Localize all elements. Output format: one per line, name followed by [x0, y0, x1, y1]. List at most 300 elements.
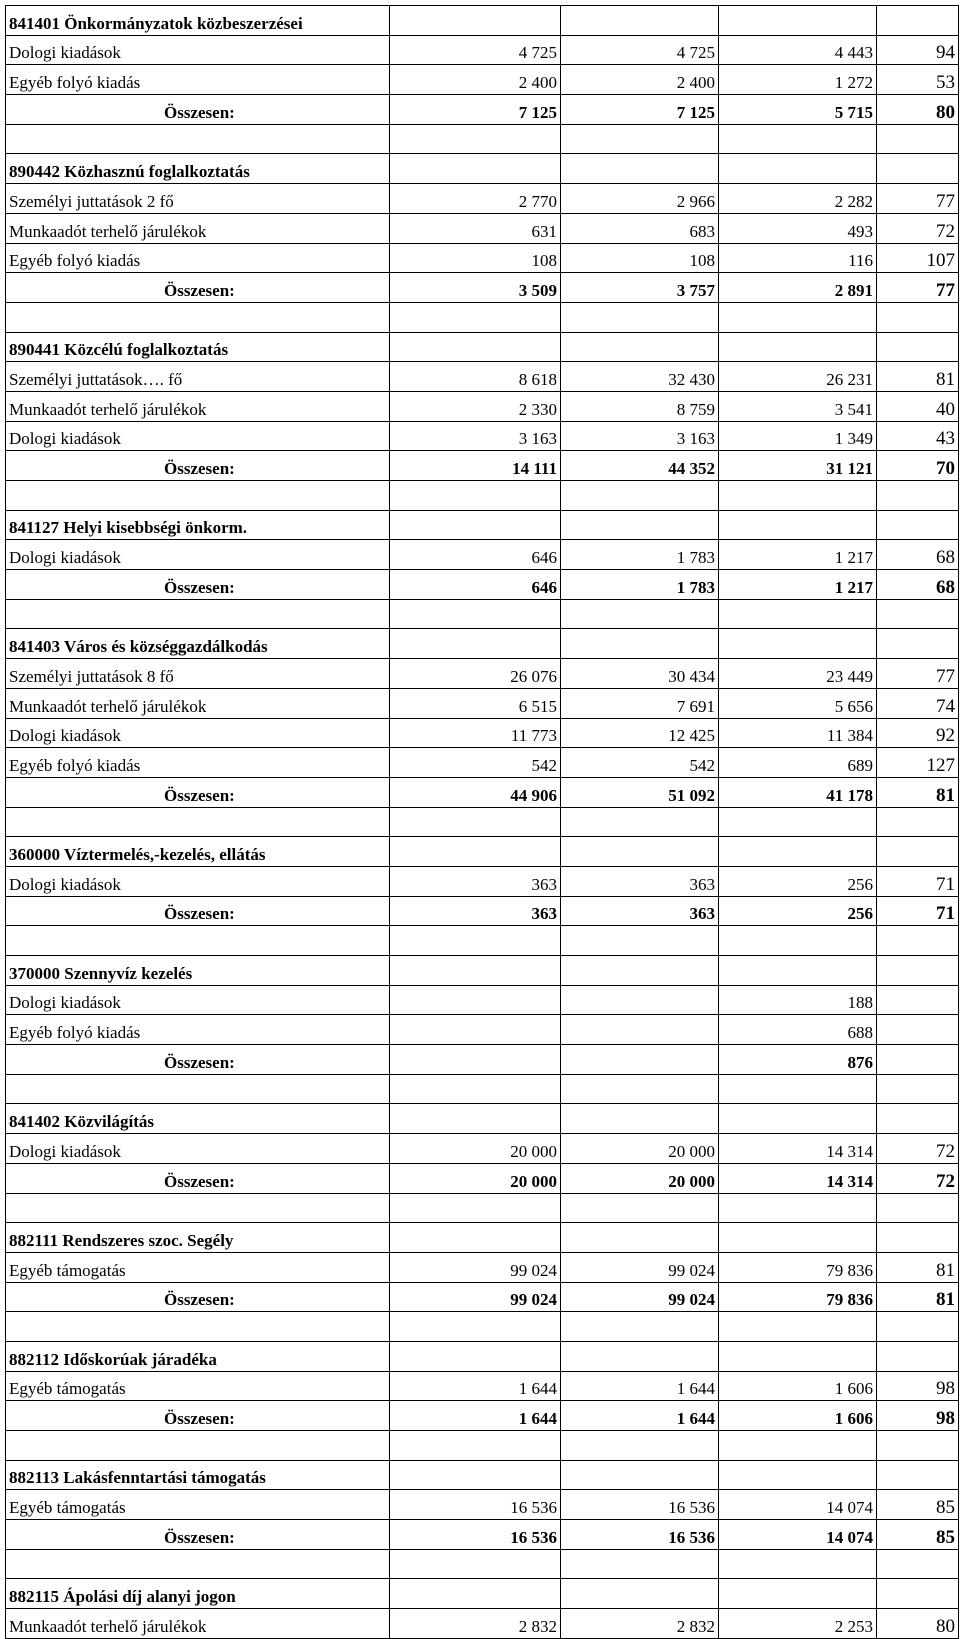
- actual-cell: [719, 1431, 877, 1461]
- actual-cell: 14 314: [719, 1134, 877, 1164]
- completion-percent-cell: [877, 1579, 959, 1609]
- row-label: Összesen:: [6, 1045, 390, 1075]
- table-row: [6, 540, 959, 570]
- table-row: [6, 659, 959, 689]
- completion-percent-cell: 98: [877, 1371, 959, 1401]
- modified-appropriation-cell: 7 691: [561, 688, 719, 718]
- row-label: Személyi juttatások…. fő: [6, 362, 390, 392]
- spacer-row: [6, 1549, 959, 1579]
- completion-percent-cell: [877, 629, 959, 659]
- modified-appropriation-cell: [561, 1104, 719, 1134]
- actual-cell: [719, 1193, 877, 1223]
- modified-appropriation-cell: [561, 1045, 719, 1075]
- actual-cell: 688: [719, 1015, 877, 1045]
- modified-appropriation-cell: [561, 1015, 719, 1045]
- actual-cell: 689: [719, 748, 877, 778]
- original-appropriation-cell: [390, 985, 561, 1015]
- section-header-row: [6, 1341, 959, 1371]
- completion-percent-cell: [877, 332, 959, 362]
- actual-cell: 14 314: [719, 1163, 877, 1193]
- modified-appropriation-cell: 16 536: [561, 1520, 719, 1550]
- modified-appropriation-cell: 12 425: [561, 718, 719, 748]
- spacer-row: [6, 1193, 959, 1223]
- original-appropriation-cell: [390, 629, 561, 659]
- section-header-row: [6, 154, 959, 184]
- completion-percent-cell: [877, 1431, 959, 1461]
- actual-cell: 41 178: [719, 777, 877, 807]
- original-appropriation-cell: 99 024: [390, 1282, 561, 1312]
- completion-percent-cell: 98: [877, 1401, 959, 1431]
- modified-appropriation-cell: [561, 1193, 719, 1223]
- table-row: [6, 748, 959, 778]
- completion-percent-cell: 68: [877, 540, 959, 570]
- completion-percent-cell: [877, 956, 959, 986]
- budget-table: [5, 5, 959, 1639]
- actual-cell: [719, 510, 877, 540]
- modified-appropriation-cell: 8 759: [561, 391, 719, 421]
- modified-appropriation-cell: [561, 481, 719, 511]
- original-appropriation-cell: 16 536: [390, 1490, 561, 1520]
- row-label: Dologi kiadások: [6, 540, 390, 570]
- section-header-row: [6, 1579, 959, 1609]
- actual-cell: [719, 1223, 877, 1253]
- completion-percent-cell: [877, 154, 959, 184]
- original-appropriation-cell: [390, 6, 561, 36]
- completion-percent-cell: [877, 1223, 959, 1253]
- row-label: 841402 Közvilágítás: [6, 1104, 390, 1134]
- actual-cell: [719, 1312, 877, 1342]
- original-appropriation-cell: 2 400: [390, 65, 561, 95]
- actual-cell: 5 656: [719, 688, 877, 718]
- modified-appropriation-cell: [561, 6, 719, 36]
- actual-cell: 14 074: [719, 1490, 877, 1520]
- completion-percent-cell: 71: [877, 866, 959, 896]
- actual-cell: 11 384: [719, 718, 877, 748]
- completion-percent-cell: 81: [877, 1282, 959, 1312]
- table-row: [6, 65, 959, 95]
- row-label: 841403 Város és községgazdálkodás: [6, 629, 390, 659]
- original-appropriation-cell: [390, 302, 561, 332]
- modified-appropriation-cell: 32 430: [561, 362, 719, 392]
- modified-appropriation-cell: 16 536: [561, 1490, 719, 1520]
- actual-cell: [719, 1341, 877, 1371]
- row-label: [6, 599, 390, 629]
- table-row: [6, 35, 959, 65]
- row-label: Személyi juttatások 8 fő: [6, 659, 390, 689]
- completion-percent-cell: 43: [877, 421, 959, 451]
- original-appropriation-cell: [390, 154, 561, 184]
- modified-appropriation-cell: 30 434: [561, 659, 719, 689]
- row-label: 882112 Időskorúak járadéka: [6, 1341, 390, 1371]
- original-appropriation-cell: [390, 481, 561, 511]
- budget-table-body: [6, 6, 959, 1639]
- table-row: [6, 362, 959, 392]
- original-appropriation-cell: [390, 1549, 561, 1579]
- modified-appropriation-cell: 542: [561, 748, 719, 778]
- completion-percent-cell: 80: [877, 1609, 959, 1639]
- completion-percent-cell: [877, 1045, 959, 1075]
- table-row: [6, 184, 959, 214]
- original-appropriation-cell: [390, 1431, 561, 1461]
- total-row: [6, 95, 959, 125]
- modified-appropriation-cell: [561, 956, 719, 986]
- total-row: [6, 777, 959, 807]
- actual-cell: 1 217: [719, 540, 877, 570]
- completion-percent-cell: 85: [877, 1520, 959, 1550]
- row-label: 841127 Helyi kisebbségi önkorm.: [6, 510, 390, 540]
- modified-appropriation-cell: 1 644: [561, 1401, 719, 1431]
- original-appropriation-cell: [390, 807, 561, 837]
- completion-percent-cell: [877, 985, 959, 1015]
- table-row: [6, 718, 959, 748]
- completion-percent-cell: 81: [877, 362, 959, 392]
- completion-percent-cell: [877, 481, 959, 511]
- original-appropriation-cell: 646: [390, 570, 561, 600]
- actual-cell: [719, 1104, 877, 1134]
- actual-cell: 26 231: [719, 362, 877, 392]
- original-appropriation-cell: [390, 956, 561, 986]
- original-appropriation-cell: [390, 124, 561, 154]
- modified-appropriation-cell: 3 757: [561, 273, 719, 303]
- modified-appropriation-cell: [561, 332, 719, 362]
- actual-cell: [719, 956, 877, 986]
- completion-percent-cell: [877, 837, 959, 867]
- section-header-row: [6, 1460, 959, 1490]
- modified-appropriation-cell: 99 024: [561, 1282, 719, 1312]
- row-label: Dologi kiadások: [6, 985, 390, 1015]
- completion-percent-cell: [877, 1460, 959, 1490]
- row-label: Egyéb folyó kiadás: [6, 65, 390, 95]
- original-appropriation-cell: 11 773: [390, 718, 561, 748]
- row-label: Egyéb támogatás: [6, 1371, 390, 1401]
- actual-cell: 493: [719, 213, 877, 243]
- table-row: [6, 1609, 959, 1639]
- table-row: [6, 391, 959, 421]
- actual-cell: [719, 1579, 877, 1609]
- total-row: [6, 273, 959, 303]
- spacer-row: [6, 1312, 959, 1342]
- modified-appropriation-cell: [561, 926, 719, 956]
- completion-percent-cell: [877, 124, 959, 154]
- original-appropriation-cell: 44 906: [390, 777, 561, 807]
- original-appropriation-cell: 2 832: [390, 1609, 561, 1639]
- original-appropriation-cell: 363: [390, 866, 561, 896]
- modified-appropriation-cell: 1 783: [561, 570, 719, 600]
- modified-appropriation-cell: [561, 1341, 719, 1371]
- row-label: Egyéb folyó kiadás: [6, 748, 390, 778]
- row-label: [6, 807, 390, 837]
- original-appropriation-cell: [390, 1460, 561, 1490]
- actual-cell: [719, 154, 877, 184]
- modified-appropriation-cell: [561, 1579, 719, 1609]
- section-header-row: [6, 6, 959, 36]
- row-label: [6, 1549, 390, 1579]
- actual-cell: [719, 837, 877, 867]
- table-row: [6, 1015, 959, 1045]
- row-label: 882113 Lakásfenntartási támogatás: [6, 1460, 390, 1490]
- original-appropriation-cell: 4 725: [390, 35, 561, 65]
- actual-cell: 1 606: [719, 1401, 877, 1431]
- completion-percent-cell: 70: [877, 451, 959, 481]
- completion-percent-cell: 77: [877, 184, 959, 214]
- row-label: 882115 Ápolási díj alanyi jogon: [6, 1579, 390, 1609]
- original-appropriation-cell: [390, 1045, 561, 1075]
- actual-cell: 2 282: [719, 184, 877, 214]
- actual-cell: [719, 807, 877, 837]
- completion-percent-cell: [877, 1015, 959, 1045]
- row-label: Egyéb támogatás: [6, 1252, 390, 1282]
- row-label: [6, 1312, 390, 1342]
- completion-percent-cell: 72: [877, 1163, 959, 1193]
- completion-percent-cell: 107: [877, 243, 959, 273]
- spacer-row: [6, 481, 959, 511]
- section-header-row: [6, 837, 959, 867]
- actual-cell: [719, 599, 877, 629]
- table-row: [6, 1134, 959, 1164]
- modified-appropriation-cell: 7 125: [561, 95, 719, 125]
- section-header-row: [6, 629, 959, 659]
- actual-cell: 116: [719, 243, 877, 273]
- modified-appropriation-cell: 20 000: [561, 1134, 719, 1164]
- row-label: [6, 124, 390, 154]
- row-label: Dologi kiadások: [6, 421, 390, 451]
- modified-appropriation-cell: 1 783: [561, 540, 719, 570]
- total-row: [6, 1282, 959, 1312]
- original-appropriation-cell: 20 000: [390, 1163, 561, 1193]
- row-label: Összesen:: [6, 896, 390, 926]
- modified-appropriation-cell: [561, 124, 719, 154]
- completion-percent-cell: 127: [877, 748, 959, 778]
- modified-appropriation-cell: 99 024: [561, 1252, 719, 1282]
- total-row: [6, 451, 959, 481]
- completion-percent-cell: [877, 302, 959, 332]
- row-label: Összesen:: [6, 273, 390, 303]
- original-appropriation-cell: [390, 332, 561, 362]
- completion-percent-cell: [877, 1312, 959, 1342]
- row-label: Személyi juttatások 2 fő: [6, 184, 390, 214]
- modified-appropriation-cell: [561, 807, 719, 837]
- total-row: [6, 1163, 959, 1193]
- actual-cell: 79 836: [719, 1252, 877, 1282]
- table-row: [6, 688, 959, 718]
- row-label: Összesen:: [6, 777, 390, 807]
- original-appropriation-cell: [390, 926, 561, 956]
- table-row: [6, 243, 959, 273]
- actual-cell: 2 891: [719, 273, 877, 303]
- row-label: Összesen:: [6, 1520, 390, 1550]
- completion-percent-cell: 40: [877, 391, 959, 421]
- total-row: [6, 896, 959, 926]
- total-row: [6, 1520, 959, 1550]
- modified-appropriation-cell: 2 832: [561, 1609, 719, 1639]
- completion-percent-cell: 94: [877, 35, 959, 65]
- completion-percent-cell: 80: [877, 95, 959, 125]
- actual-cell: 31 121: [719, 451, 877, 481]
- row-label: [6, 1074, 390, 1104]
- actual-cell: 2 253: [719, 1609, 877, 1639]
- total-row: [6, 1045, 959, 1075]
- modified-appropriation-cell: [561, 1074, 719, 1104]
- row-label: Munkaadót terhelő járulékok: [6, 213, 390, 243]
- modified-appropriation-cell: 2 966: [561, 184, 719, 214]
- original-appropriation-cell: [390, 510, 561, 540]
- row-label: Összesen:: [6, 570, 390, 600]
- row-label: [6, 1431, 390, 1461]
- row-label: 841401 Önkormányzatok közbeszerzései: [6, 6, 390, 36]
- table-row: [6, 1490, 959, 1520]
- completion-percent-cell: [877, 1341, 959, 1371]
- modified-appropriation-cell: [561, 629, 719, 659]
- spacer-row: [6, 807, 959, 837]
- row-label: Dologi kiadások: [6, 866, 390, 896]
- actual-cell: 1 606: [719, 1371, 877, 1401]
- completion-percent-cell: 72: [877, 213, 959, 243]
- total-row: [6, 1401, 959, 1431]
- completion-percent-cell: [877, 599, 959, 629]
- actual-cell: 4 443: [719, 35, 877, 65]
- spacer-row: [6, 1431, 959, 1461]
- actual-cell: [719, 332, 877, 362]
- modified-appropriation-cell: [561, 837, 719, 867]
- section-header-row: [6, 1104, 959, 1134]
- actual-cell: 23 449: [719, 659, 877, 689]
- row-label: [6, 302, 390, 332]
- original-appropriation-cell: [390, 1104, 561, 1134]
- completion-percent-cell: 81: [877, 1252, 959, 1282]
- actual-cell: 1 217: [719, 570, 877, 600]
- modified-appropriation-cell: [561, 599, 719, 629]
- original-appropriation-cell: 8 618: [390, 362, 561, 392]
- completion-percent-cell: [877, 1104, 959, 1134]
- completion-percent-cell: 81: [877, 777, 959, 807]
- spacer-row: [6, 124, 959, 154]
- modified-appropriation-cell: [561, 1460, 719, 1490]
- actual-cell: 188: [719, 985, 877, 1015]
- actual-cell: 5 715: [719, 95, 877, 125]
- section-header-row: [6, 510, 959, 540]
- row-label: Munkaadót terhelő járulékok: [6, 1609, 390, 1639]
- original-appropriation-cell: 7 125: [390, 95, 561, 125]
- row-label: Munkaadót terhelő járulékok: [6, 391, 390, 421]
- original-appropriation-cell: 1 644: [390, 1401, 561, 1431]
- total-row: [6, 570, 959, 600]
- modified-appropriation-cell: 363: [561, 896, 719, 926]
- original-appropriation-cell: [390, 1223, 561, 1253]
- modified-appropriation-cell: 683: [561, 213, 719, 243]
- actual-cell: [719, 481, 877, 511]
- table-row: [6, 985, 959, 1015]
- actual-cell: [719, 302, 877, 332]
- row-label: Dologi kiadások: [6, 718, 390, 748]
- completion-percent-cell: 74: [877, 688, 959, 718]
- completion-percent-cell: [877, 1549, 959, 1579]
- actual-cell: 1 349: [719, 421, 877, 451]
- actual-cell: [719, 629, 877, 659]
- actual-cell: [719, 1074, 877, 1104]
- modified-appropriation-cell: [561, 154, 719, 184]
- row-label: Egyéb támogatás: [6, 1490, 390, 1520]
- row-label: [6, 926, 390, 956]
- actual-cell: [719, 124, 877, 154]
- modified-appropriation-cell: 44 352: [561, 451, 719, 481]
- row-label: 890442 Közhasznú foglalkoztatás: [6, 154, 390, 184]
- actual-cell: [719, 1549, 877, 1579]
- spacer-row: [6, 926, 959, 956]
- completion-percent-cell: 92: [877, 718, 959, 748]
- row-label: [6, 481, 390, 511]
- original-appropriation-cell: [390, 1193, 561, 1223]
- modified-appropriation-cell: 20 000: [561, 1163, 719, 1193]
- original-appropriation-cell: 20 000: [390, 1134, 561, 1164]
- modified-appropriation-cell: [561, 1431, 719, 1461]
- row-label: Összesen:: [6, 95, 390, 125]
- original-appropriation-cell: 631: [390, 213, 561, 243]
- spacer-row: [6, 302, 959, 332]
- original-appropriation-cell: 646: [390, 540, 561, 570]
- section-header-row: [6, 1223, 959, 1253]
- actual-cell: 256: [719, 896, 877, 926]
- table-row: [6, 421, 959, 451]
- actual-cell: [719, 6, 877, 36]
- completion-percent-cell: [877, 926, 959, 956]
- modified-appropriation-cell: [561, 985, 719, 1015]
- row-label: Összesen:: [6, 1282, 390, 1312]
- row-label: Összesen:: [6, 1163, 390, 1193]
- completion-percent-cell: 77: [877, 273, 959, 303]
- row-label: Összesen:: [6, 451, 390, 481]
- original-appropriation-cell: [390, 837, 561, 867]
- completion-percent-cell: 53: [877, 65, 959, 95]
- original-appropriation-cell: 2 330: [390, 391, 561, 421]
- modified-appropriation-cell: 108: [561, 243, 719, 273]
- original-appropriation-cell: [390, 1579, 561, 1609]
- original-appropriation-cell: [390, 1074, 561, 1104]
- modified-appropriation-cell: [561, 1549, 719, 1579]
- modified-appropriation-cell: 1 644: [561, 1371, 719, 1401]
- original-appropriation-cell: 26 076: [390, 659, 561, 689]
- row-label: 370000 Szennyvíz kezelés: [6, 956, 390, 986]
- completion-percent-cell: 77: [877, 659, 959, 689]
- original-appropriation-cell: 1 644: [390, 1371, 561, 1401]
- original-appropriation-cell: [390, 1015, 561, 1045]
- row-label: Dologi kiadások: [6, 35, 390, 65]
- modified-appropriation-cell: 4 725: [561, 35, 719, 65]
- original-appropriation-cell: 108: [390, 243, 561, 273]
- actual-cell: 79 836: [719, 1282, 877, 1312]
- row-label: Egyéb folyó kiadás: [6, 243, 390, 273]
- spacer-row: [6, 599, 959, 629]
- completion-percent-cell: [877, 807, 959, 837]
- actual-cell: 876: [719, 1045, 877, 1075]
- section-header-row: [6, 332, 959, 362]
- row-label: Munkaadót terhelő járulékok: [6, 688, 390, 718]
- row-label: 882111 Rendszeres szoc. Segély: [6, 1223, 390, 1253]
- completion-percent-cell: 71: [877, 896, 959, 926]
- completion-percent-cell: [877, 6, 959, 36]
- completion-percent-cell: [877, 1193, 959, 1223]
- modified-appropriation-cell: 51 092: [561, 777, 719, 807]
- original-appropriation-cell: 3 163: [390, 421, 561, 451]
- row-label: [6, 1193, 390, 1223]
- table-row: [6, 1252, 959, 1282]
- row-label: 890441 Közcélú foglalkoztatás: [6, 332, 390, 362]
- actual-cell: 1 272: [719, 65, 877, 95]
- modified-appropriation-cell: [561, 1223, 719, 1253]
- actual-cell: 14 074: [719, 1520, 877, 1550]
- actual-cell: [719, 1460, 877, 1490]
- original-appropriation-cell: 16 536: [390, 1520, 561, 1550]
- original-appropriation-cell: 3 509: [390, 273, 561, 303]
